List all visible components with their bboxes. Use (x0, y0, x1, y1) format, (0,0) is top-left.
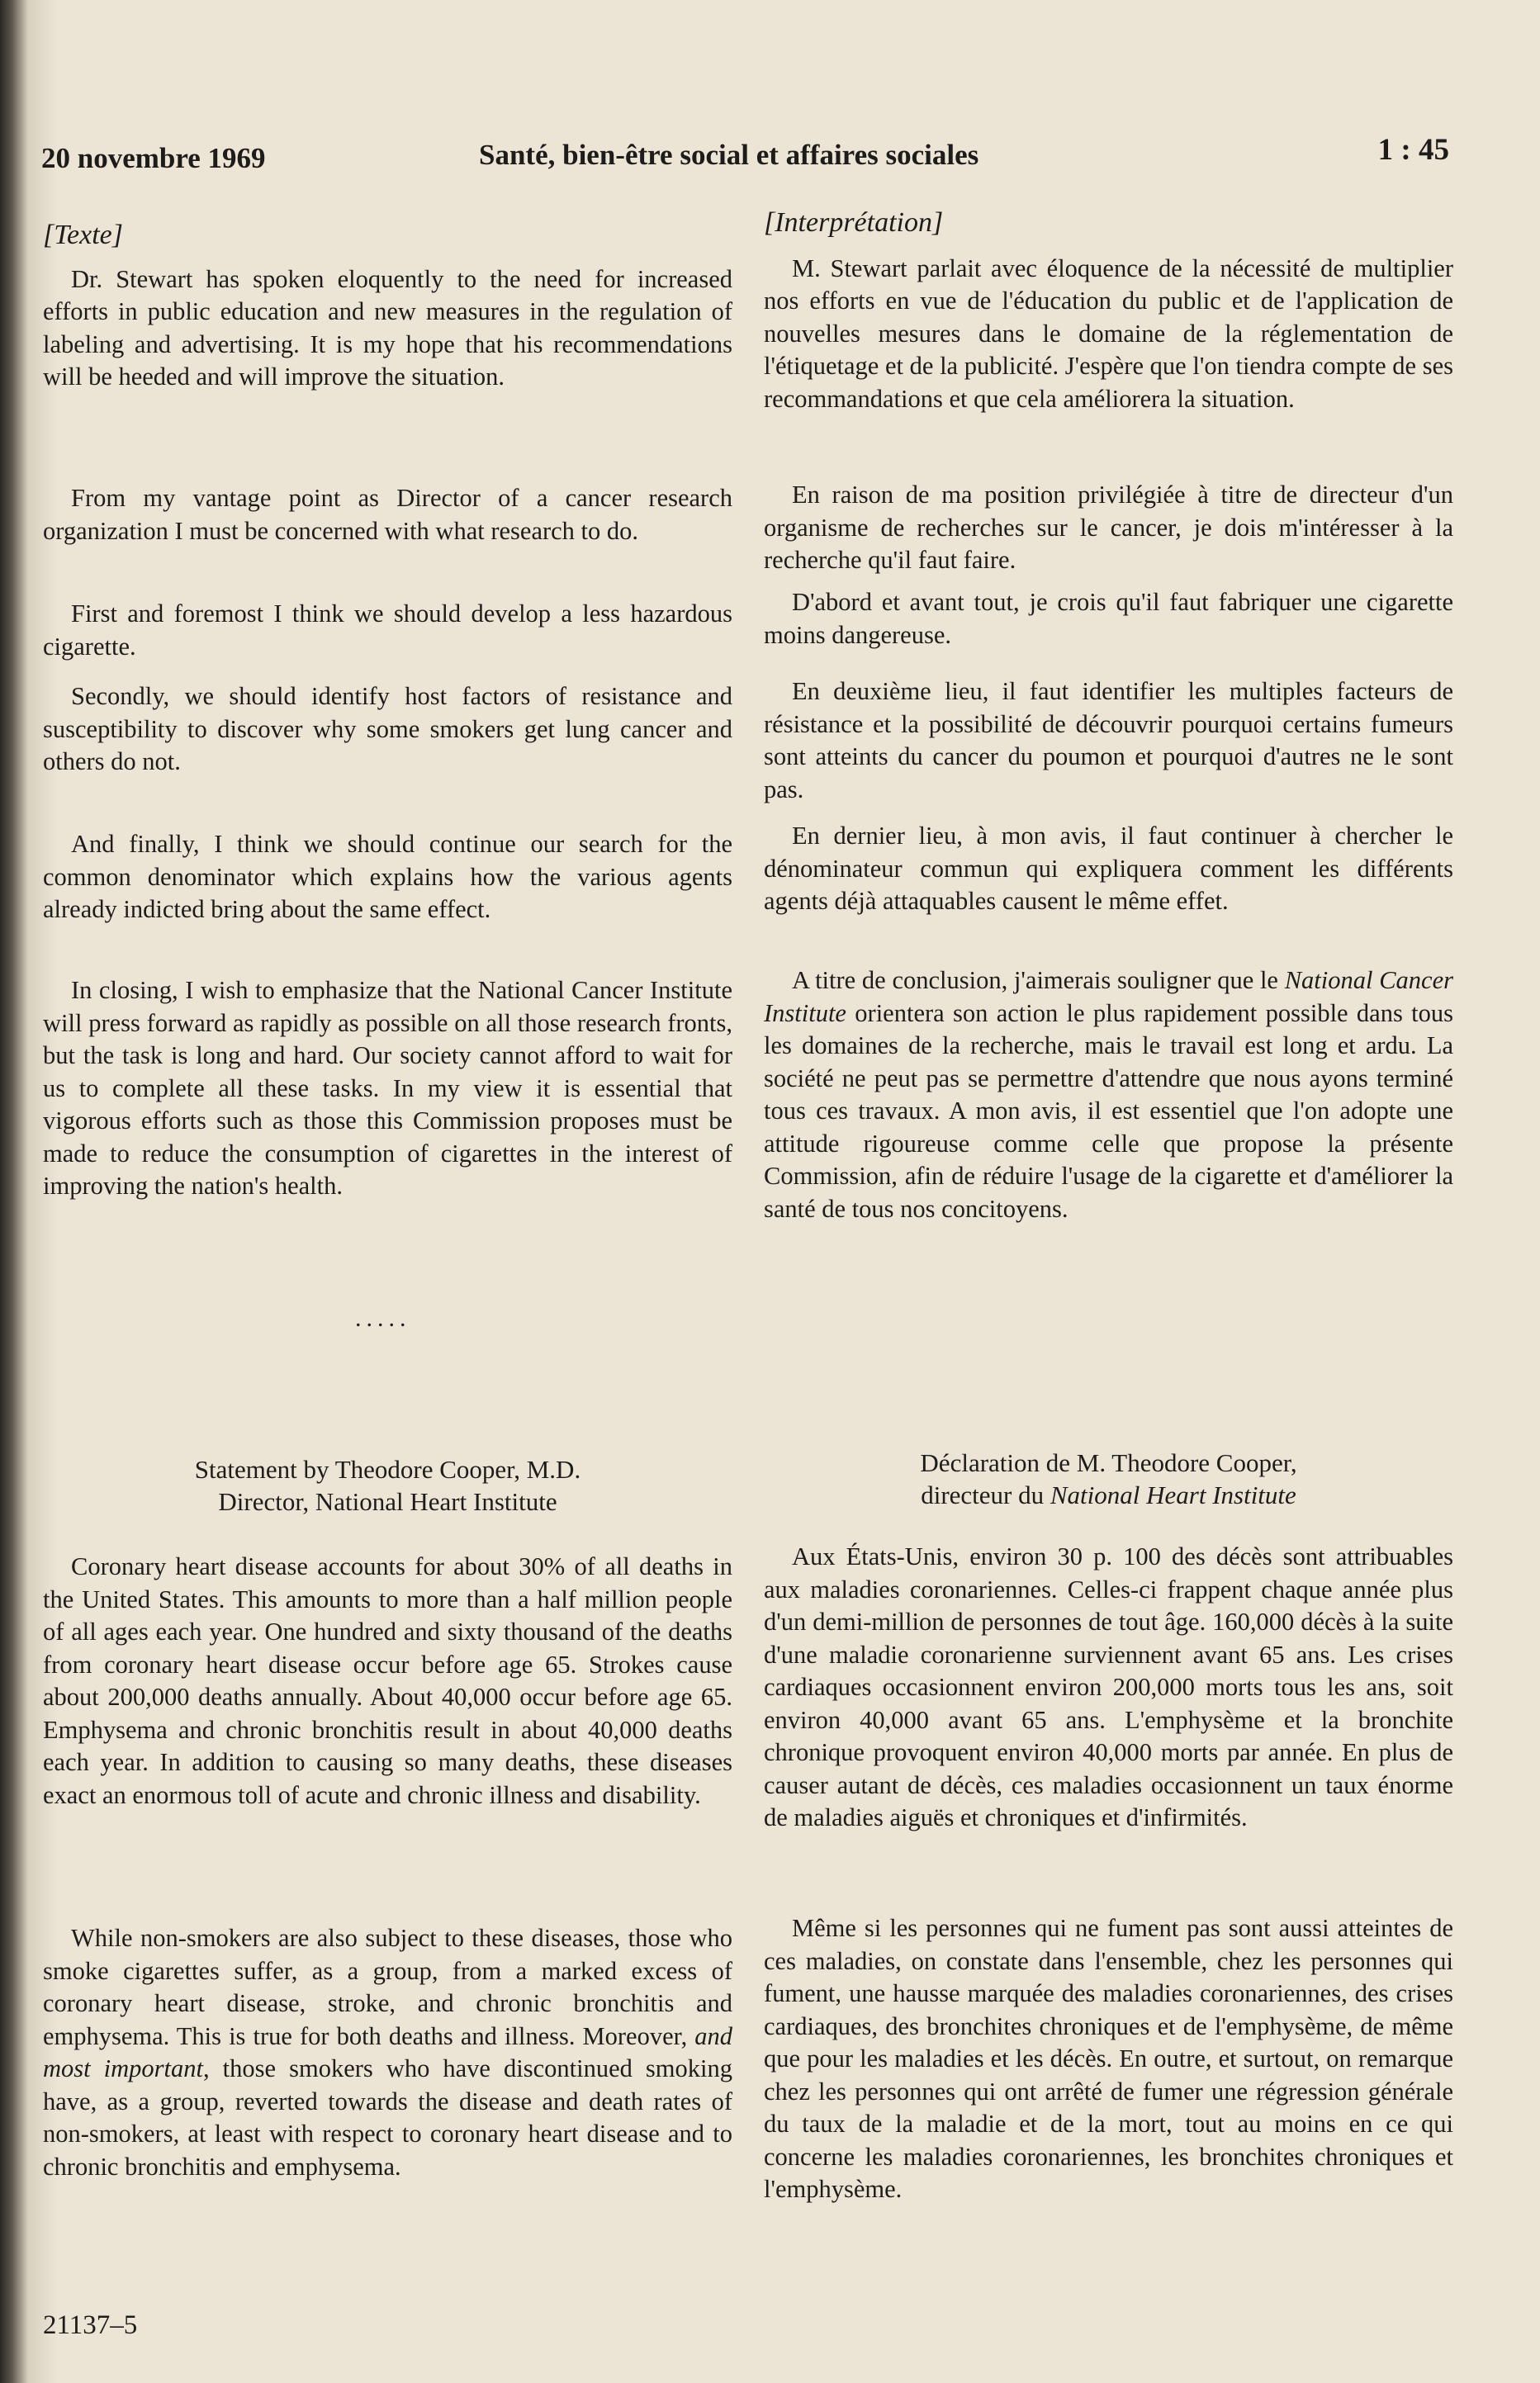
french-paragraph-6-part-a: A titre de conclusion, j'aimerais souligner que le (792, 966, 1285, 994)
english-paragraph-4: Secondly, we should identify host factors of resistance and susceptibility to discover why some smokers get lung cancer and others do not. (43, 682, 732, 775)
french-paragraph-6-emphasis: National Cancer Institute (764, 966, 1453, 1027)
english-statement-line-1: Statement by Theodore Cooper, M.D. (194, 1455, 581, 1484)
french-block-8 (764, 1912, 1453, 2206)
french-block-4 (764, 675, 1453, 806)
french-paragraph-3: D'abord et avant tout, je crois qu'il faut fabriquer une cigarette moins dangereuse. (764, 588, 1453, 649)
english-paragraph-5: And finally, I think we should continue our search for the common denominator which explains how the various agents already indicted bring about the same effect. (43, 830, 732, 923)
french-block-2 (764, 479, 1453, 577)
footer-code: 21137–5 (43, 2310, 138, 2340)
english-paragraph-3: First and foremost I think we should develop a less hazardous cigarette. (43, 599, 732, 661)
french-paragraph-7: Aux États-Unis, environ 30 p. 100 des décès sont attribuables aux maladies coronariennes. Celles-ci frappent chaque année plus d'un demi-million de personnes de tout âge. 160,000 décès à la suite d'une maladie coronarienne surviennent avant 65 ans. Les crises cardiaques occasionnent environ 200,000 morts tous les ans, soit environ 40,000 avant 65 ans. L'emphysème et la bronchite chronique provoquent environ 40,000 morts par année. En plus de causer autant de décès, ces maladies occasionnent un taux énorme de maladies aiguës et chroniques et d'infirmités. (764, 1542, 1453, 1831)
header-page-number: 1 : 45 (1377, 133, 1449, 167)
english-paragraph-1: Dr. Stewart has spoken eloquently to the need for increased efforts in public education and new measures in the regulation of labeling and advertising. It is my hope that his recommendations will be heeded and will improve the situation. (43, 264, 732, 391)
french-block-6 (764, 964, 1453, 1225)
english-paragraph-7: Coronary heart disease accounts for about 30% of all deaths in the United States. This amounts to more than a half million people of all ages each year. One hundred and sixty thousand of the deaths from coronary heart disease occur before age 65. Strokes cause about 200,000 deaths annually. About 40,000 occur before age 65. Emphysema and chronic bronchitis result in about 40,000 deaths each year. In addition to causing so many deaths, these diseases exact an enormous toll of acute and chronic illness and disability. (43, 1552, 732, 1809)
french-block-1 (764, 206, 1453, 415)
english-paragraph-6: In closing, I wish to emphasize that the National Cancer Institute will press forward as rapidly as possible on all those research fronts, but the task is long and hard. Our society cannot afford to wait for us to complete all these tasks. In my view it is essential that vigorous efforts such as those this Commission proposes must be made to reduce the consumption of cigarettes in the interest of improving the nation's health. (43, 976, 732, 1200)
english-block-1 (43, 219, 732, 394)
french-paragraph-5: En dernier lieu, à mon avis, il faut continuer à chercher le dénominateur commun qui expliquera comment les différents agents déjà attaquables causent le même effet. (764, 822, 1453, 915)
header-title: Santé, bien-être social et affaires sociales (479, 139, 979, 171)
english-statement-line-2: Director, National Heart Institute (218, 1487, 557, 1516)
english-block-8 (43, 1922, 732, 2183)
english-paragraph-2: From my vantage point as Director of a cancer research organization I must be concerned with what research to do. (43, 484, 732, 545)
french-paragraph-4: En deuxième lieu, il faut identifier les multiples facteurs de résistance et la possibilité de découvrir pourquoi certains fumeurs sont atteints du cancer du poumon et pourquoi d'autres ne le sont pas. (764, 677, 1453, 803)
english-block-4 (43, 680, 732, 779)
french-statement-line-1: Déclaration de M. Theodore Cooper, (920, 1448, 1297, 1477)
french-block-7 (764, 1541, 1453, 1835)
french-statement-line-2-emphasis: National Heart Institute (1050, 1480, 1296, 1509)
english-block-3 (43, 598, 732, 663)
french-block-3 (764, 586, 1453, 651)
english-paragraph-8-part-a: While non-smokers are also subject to these diseases, those who smoke cigarettes suffer, as a group, from a marked excess of coronary heart disease, stroke, and chronic bronchitis and emphysema. This is true for both deaths and illness. Moreover, (43, 1924, 732, 2050)
english-statement-heading (43, 1453, 732, 1518)
english-block-2 (43, 482, 732, 547)
french-paragraph-2: En raison de ma position privilégiée à titre de directeur d'un organisme de recherches sur le cancer, je dois m'intéresser à la recherche qu'il faut faire. (764, 481, 1453, 574)
french-section-label: [Interprétation] (764, 207, 944, 238)
french-block-5 (764, 820, 1453, 918)
french-statement-line-2-part-a: directeur du (921, 1480, 1050, 1509)
english-block-6 (43, 974, 732, 1203)
section-separator: ..... (355, 1305, 411, 1332)
french-paragraph-8: Même si les personnes qui ne fument pas sont aussi atteintes de ces maladies, on constate dans l'ensemble, chez les personnes qui fument, une hausse marquée des maladies coronariennes, des crises cardiaques, des bronchites chroniques et de l'emphysème, de même que pour les maladies et les décès. En outre, et surtout, on remarque chez les personnes qui ont arrêté de fumer une régression générale du taux de la maladie et de la mort, tout au moins en ce qui concerne les maladies coronariennes, les bronchites chroniques et l'emphysème. (764, 1914, 1453, 2203)
french-paragraph-1: M. Stewart parlait avec éloquence de la nécessité de multiplier nos efforts en vue de l'éducation du public et de l'application de nouvelles mesures dans le domaine de la réglementation de l'étiquetage et de la publicité. J'espère que l'on tiendra compte de ses recommandations et que cela améliorera la situation. (764, 253, 1453, 413)
french-paragraph-6 (764, 964, 1453, 1225)
english-section-label: [Texte] (43, 220, 123, 250)
french-statement-line-2 (764, 1479, 1453, 1511)
page-header (41, 132, 1449, 182)
english-block-7 (43, 1551, 732, 1812)
english-paragraph-8-part-b: , those smokers who have discontinued smoking have, as a group, reverted towards the disease and death rates of non-smokers, at least with respect to coronary heart disease and to chronic bronchitis and emphysema. (43, 2054, 733, 2181)
english-block-5 (43, 828, 732, 926)
french-statement-heading (764, 1447, 1453, 1511)
english-paragraph-8-emphasis: and most important (43, 2021, 732, 2082)
french-paragraph-6-part-b: orientera son action le plus rapidement possible dans tous les domaines de la recherche, mais le travail est long et ardu. La société ne peut pas se permettre d'attendre que nous ayons terminé tous ces travaux. A mon avis, il est essentiel que l'on adopte une attitude rigoureuse comme celle que propose la présente Commission, afin de réduire l'usage de la cigarette et d'améliorer la santé de tous nos concitoyens. (764, 998, 1453, 1223)
header-date: 20 novembre 1969 (41, 142, 266, 174)
english-paragraph-8 (43, 1922, 732, 2183)
